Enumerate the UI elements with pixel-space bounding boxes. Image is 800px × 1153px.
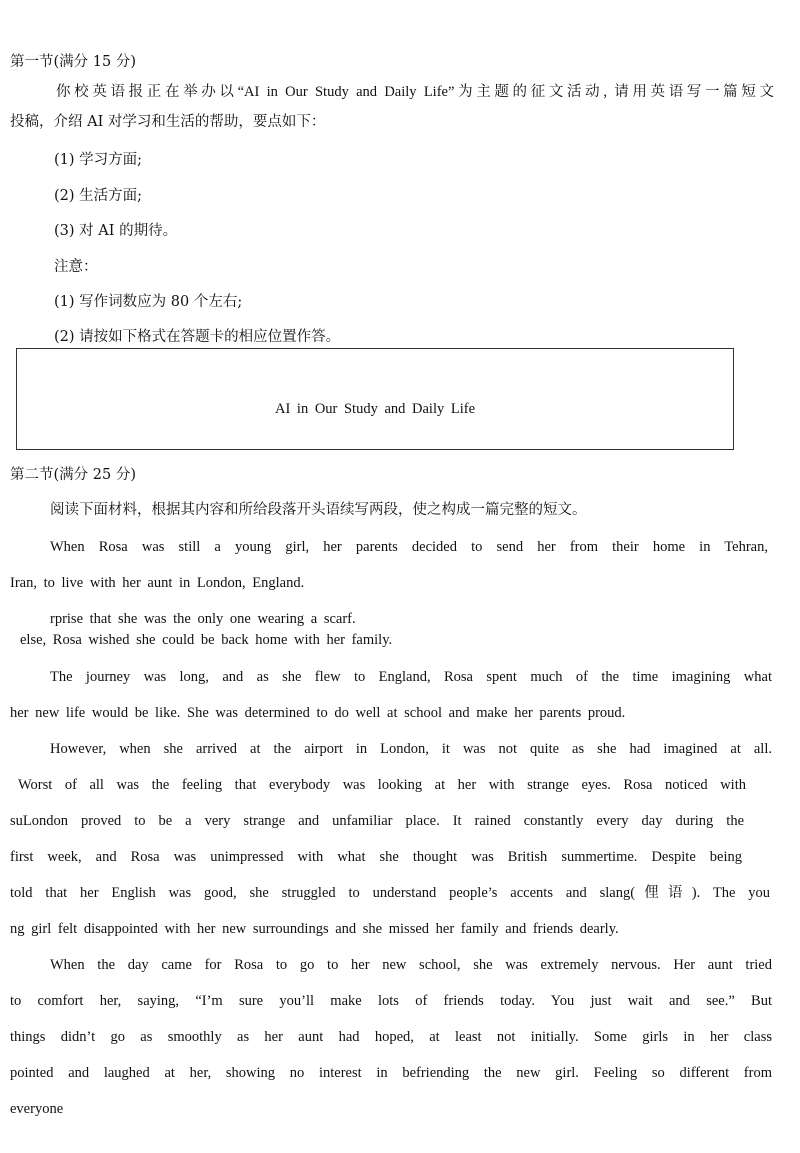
passage-line: However, when she arrived at the airport in London, it was not quite as she had imagined at all. <box>50 741 772 757</box>
section1-note-2: (2) 请按如下格式在答题卡的相应位置作答。 <box>54 329 341 345</box>
section1-note-label: 注意： <box>54 259 98 275</box>
section2-heading: 第二节(满分 25 分) <box>10 467 136 483</box>
passage-line: When the day came for Rosa to go to her new school, she was extremely nervous. Her aunt tried <box>50 957 772 973</box>
passage-line: rprise that she was the only one wearing a scarf. <box>50 611 356 627</box>
passage-line: pointed and laughed at her, showing no interest in befriending the new girl. Feeling so different from <box>10 1065 772 1081</box>
section1-note-1: (1) 写作词数应为 80 个左右; <box>54 294 243 310</box>
answer-format-box <box>16 348 734 450</box>
passage-line: else, Rosa wished she could be back home with her family. <box>20 632 393 648</box>
section1-heading: 第一节(满分 15 分) <box>10 54 136 70</box>
section1-prompt-line1: 你校英语报正在举办以“AI in Our Study and Daily Life”为主题的征文活动, 请用英语写一篇短文 <box>56 84 774 100</box>
passage-line: The journey was long, and as she flew to England, Rosa spent much of the time imagining what <box>50 669 772 685</box>
passage-line: her new life would be like. She was determined to do well at school and make her parents proud. <box>10 705 626 721</box>
section1-point-3: (3) 对 AI 的期待。 <box>54 223 178 239</box>
passage-line: Worst of all was the feeling that everybody was looking at her with strange eyes. Rosa noticed with <box>18 777 746 793</box>
answer-format-title: AI in Our Study and Daily Life <box>274 401 476 417</box>
passage-line: When Rosa was still a young girl, her parents decided to send her from their home in Tehran, <box>50 539 768 555</box>
section1-point-2: (2) 生活方面; <box>54 188 143 204</box>
section2-instruction: 阅读下面材料，根据其内容和所给段落开头语续写两段，使之构成一篇完整的短文。 <box>50 502 587 518</box>
passage-line: to comfort her, saying, “I’m sure you’ll make lots of friends today. You just wait and see.” But <box>10 993 772 1009</box>
passage-line: ng girl felt disappointed with her new surroundings and she missed her family and friends dearly. <box>10 921 619 937</box>
passage-line: told that her English was good, she struggled to understand people’s accents and slang(俚语). The you <box>10 885 770 901</box>
section1-prompt-line2: 投稿，介绍 AI 对学习和生活的帮助，要点如下： <box>10 114 326 130</box>
passage-line: Iran, to live with her aunt in London, England. <box>10 575 305 591</box>
passage-line: first week, and Rosa was unimpressed with what she thought was British summertime. Despite being <box>10 849 742 865</box>
section1-point-1: (1) 学习方面; <box>54 152 143 168</box>
passage-line: everyone <box>10 1101 64 1117</box>
passage-line: things didn’t go as smoothly as her aunt had hoped, at least not initially. Some girls in her class <box>10 1029 772 1045</box>
passage-line: suLondon proved to be a very strange and unfamiliar place. It rained constantly every day during the <box>10 813 744 829</box>
